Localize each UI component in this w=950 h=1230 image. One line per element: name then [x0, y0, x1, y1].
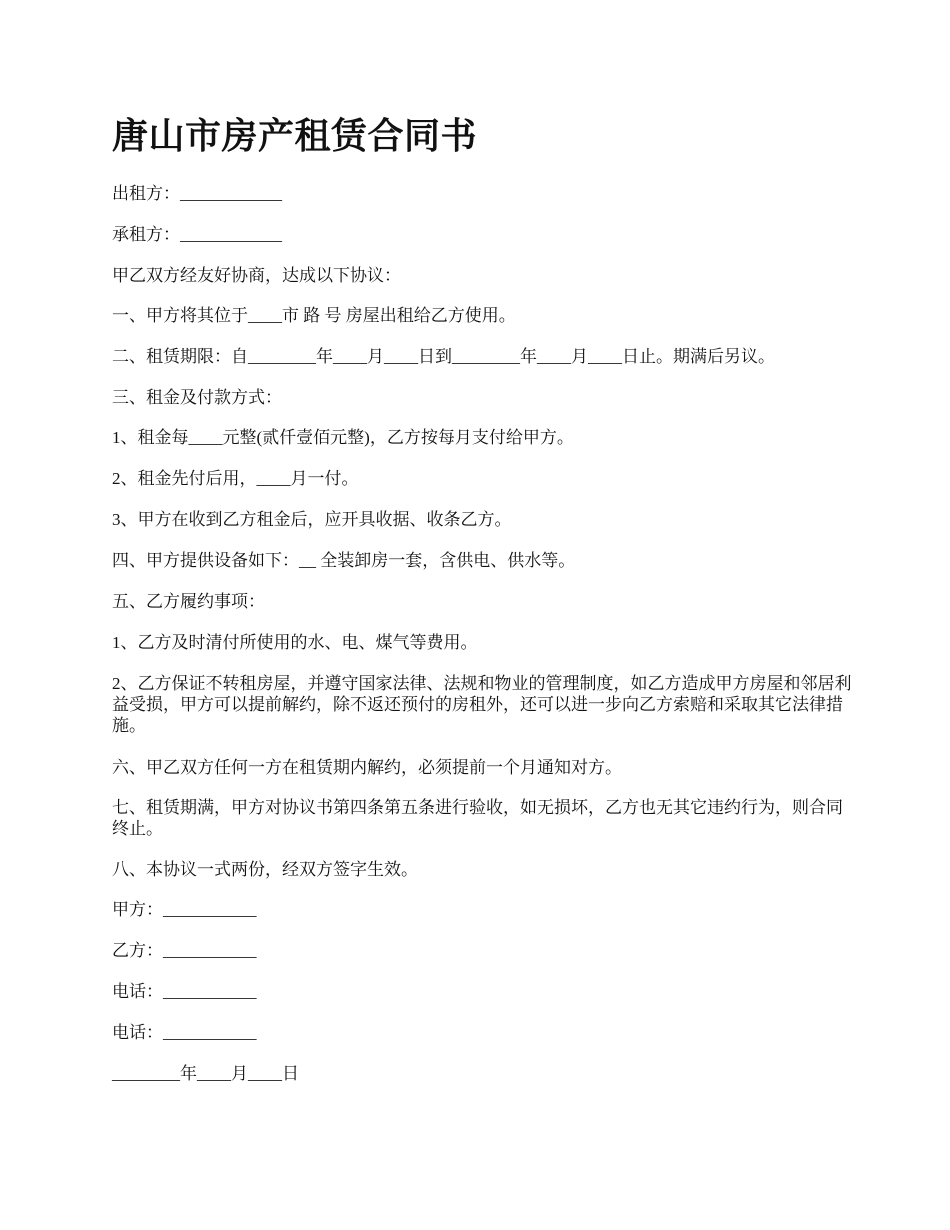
clause-1: 一、甲方将其位于____市 路 号 房屋出租给乙方使用。: [112, 306, 516, 325]
clause-2: 二、租赁期限：自________年____月____日到________年____月____日止。期满后另议。: [112, 347, 775, 366]
clause-7: 七、租赁期满，甲方对协议书第四条第五条进行验收，如无损坏，乙方也无其它违约行为，则合同终止。: [112, 798, 843, 838]
lessee-line: 承租方：____________: [112, 225, 282, 244]
party-b-signature: 乙方：___________: [112, 941, 257, 960]
document-title: 唐山市房产租赁合同书: [112, 116, 478, 156]
phone-line-2: 电话：___________: [112, 1023, 257, 1042]
clause-3-item-3: 3、甲方在收到乙方租金后，应开具收据、收条乙方。: [112, 510, 512, 529]
clause-3-item-1: 1、租金每____元整(贰仟壹佰元整)，乙方按每月支付给甲方。: [112, 428, 574, 447]
clause-4: 四、甲方提供设备如下：__ 全装卸房一套，含供电、供水等。: [112, 551, 576, 570]
party-a-signature: 甲方：___________: [112, 900, 257, 919]
clause-8: 八、本协议一式两份，经双方签字生效。: [112, 860, 418, 879]
clause-5-item-2: 2、乙方保证不转租房屋，并遵守国家法律、法规和物业的管理制度，如乙方造成甲方房屋和邻居利益受损，甲方可以提前解约，除不返还预付的房租外，还可以进一步向乙方索赔和采取其它法律措施。: [112, 674, 852, 735]
phone-line-1: 电话：___________: [112, 982, 257, 1001]
clause-3-item-2: 2、租金先付后用，____月一付。: [112, 469, 359, 488]
signing-date: ________年____月____日: [112, 1064, 299, 1083]
clause-3: 三、租金及付款方式：: [112, 388, 282, 407]
intro-paragraph: 甲乙双方经友好协商，达成以下协议：: [112, 266, 401, 285]
clause-5: 五、乙方履约事项：: [112, 592, 265, 611]
clause-6: 六、甲乙双方任何一方在租赁期内解约，必须提前一个月通知对方。: [112, 758, 622, 777]
clause-5-item-1: 1、乙方及时清付所使用的水、电、煤气等费用。: [112, 633, 478, 652]
lessor-line: 出租方：____________: [112, 184, 282, 203]
